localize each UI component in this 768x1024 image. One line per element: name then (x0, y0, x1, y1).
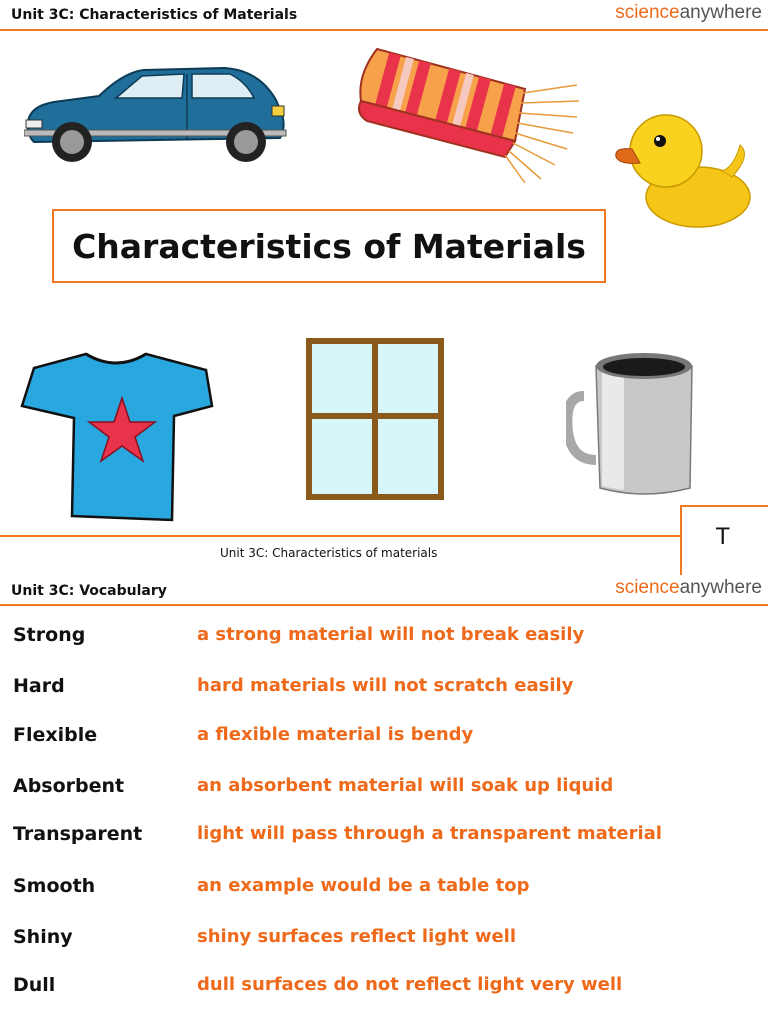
brand-part-science: science (615, 2, 680, 23)
corner-label: T (716, 525, 730, 550)
vocab-definition: hard materials will not scratch easily (197, 675, 574, 696)
vocab-row (0, 926, 768, 966)
vocab-row (0, 675, 768, 715)
vocab-term: Flexible (13, 724, 98, 746)
brand-part-science: science (615, 577, 680, 598)
header-rule (0, 604, 768, 606)
vocab-definition: light will pass through a transparent material (197, 823, 662, 844)
vocab-row (0, 775, 768, 815)
brand-part-anywhere: anywhere (679, 577, 762, 598)
vocab-term: Shiny (13, 926, 73, 948)
vocab-row (0, 875, 768, 915)
slide-header-title: Unit 3C: Vocabulary (11, 583, 167, 599)
t-shirt-image (16, 348, 216, 523)
vocab-term: Absorbent (13, 775, 125, 797)
vocab-term: Hard (13, 675, 65, 697)
rubber-duck-image (610, 105, 755, 230)
vocab-row (0, 724, 768, 764)
mug-image (566, 348, 698, 500)
brand-logo (615, 577, 762, 599)
vocab-definition: dull surfaces do not reflect light very well (197, 974, 623, 995)
vocab-definition: a flexible material is bendy (197, 724, 474, 745)
vocab-definition: a strong material will not break easily (197, 624, 585, 645)
footer-rule (0, 535, 680, 537)
vocab-definition: an absorbent material will soak up liquid (197, 775, 614, 796)
vocab-term: Dull (13, 974, 56, 996)
vocab-term: Strong (13, 624, 86, 646)
window-image (306, 338, 444, 500)
vocab-term: Transparent (13, 823, 143, 845)
slide-vocabulary (0, 575, 768, 1024)
car-image (24, 62, 289, 166)
vocab-row (0, 823, 768, 863)
vocab-row (0, 974, 768, 1014)
vocab-term: Smooth (13, 875, 96, 897)
slide-header-title: Unit 3C: Characteristics of Materials (11, 7, 298, 23)
vocab-definition: an example would be a table top (197, 875, 530, 896)
scarf-image (355, 45, 585, 185)
main-title-box: Characteristics of Materials (52, 209, 606, 283)
vocab-row (0, 624, 768, 664)
header-rule (0, 29, 768, 31)
corner-box (680, 505, 768, 575)
slide-footer: Unit 3C: Characteristics of materials (220, 546, 438, 560)
brand-logo (615, 2, 762, 24)
brand-part-anywhere: anywhere (679, 2, 762, 23)
vocab-definition: shiny surfaces reflect light well (197, 926, 517, 947)
